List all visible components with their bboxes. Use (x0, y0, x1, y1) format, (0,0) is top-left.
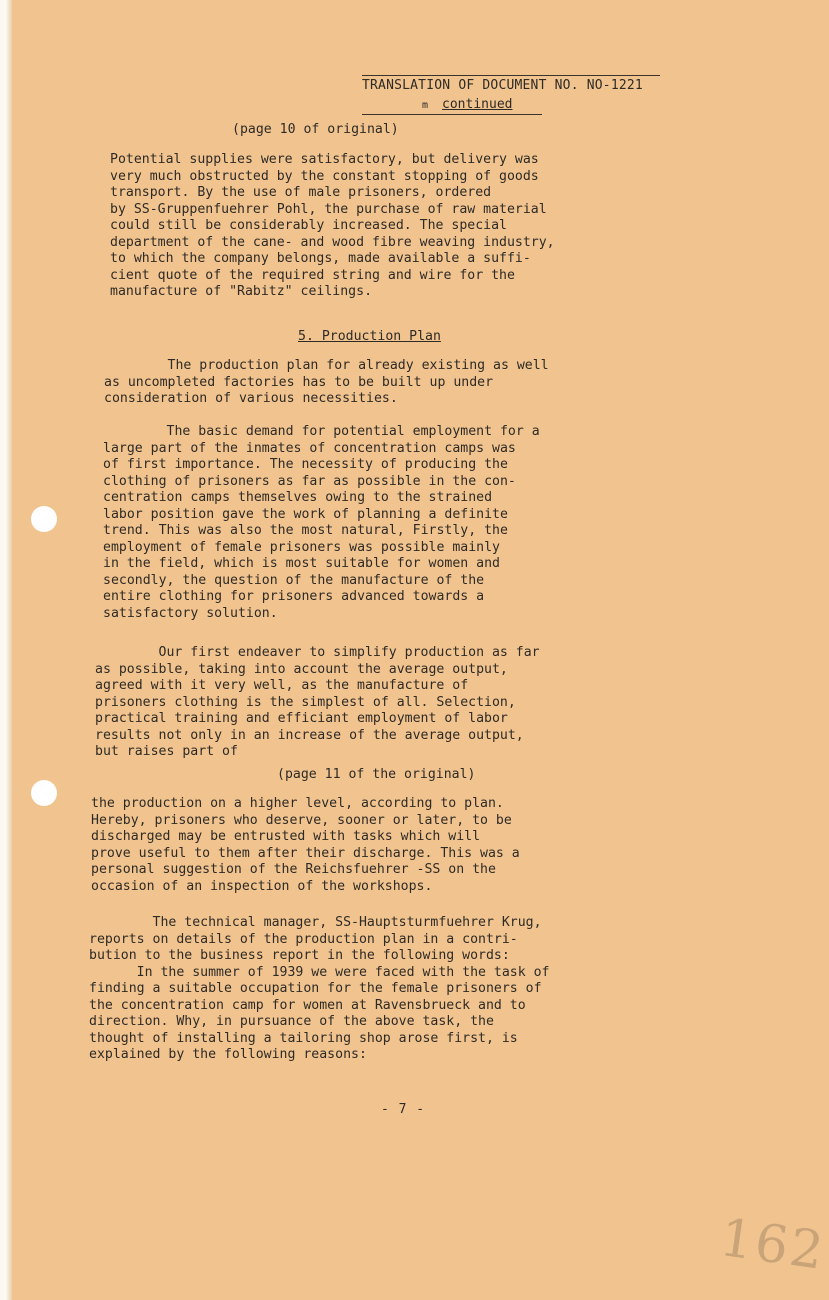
header-continued: continued (442, 97, 513, 112)
section-heading: 5. Production Plan (298, 329, 441, 344)
paragraph-first-endeaver: Our first endeaver to simplify production as far as possible, taking into account the average output, agreed with it very well, as the manufacture of prisoners clothing is the simplest of all. Selection, practical training and efficiant employment of labor results not only in an increase of the average output, but raises part of (95, 645, 540, 759)
punch-hole-top (31, 506, 57, 532)
paragraph-higher-level: the production on a higher level, according to plan. Hereby, prisoners who deserve, sooner or later, to be discharged may be entrusted with tasks which will prove useful to them after their discharge. This was a personal suggestion of the Reichsfuehrer -SS on the occasion of an inspection of the workshops. (91, 796, 520, 894)
punch-hole-bottom (31, 780, 57, 806)
page-number: - 7 - (381, 1102, 426, 1117)
handwritten-number: 162 (716, 1207, 829, 1283)
header-continued-row (362, 97, 660, 113)
header-title: TRANSLATION OF DOCUMENT NO. NO-1221 (362, 78, 643, 93)
header-mark: m (422, 100, 429, 111)
paragraph-basic-demand: The basic demand for potential employment for a large part of the inmates of concentration camps was of first importance. The necessity of producing the clothing of prisoners as far as possible in the con- centration camps themselves owing to the strained labor position gave the work of planning a definite trend. This was also the most natural, Firstly, the employment of female prisoners was possible mainly in the field, which is most suitable for women and secondly, the question of the manufacture of the entire clothing for prisoners advanced towards a satisfactory solution. (103, 424, 540, 621)
paragraph-technical-manager: The technical manager, SS-Hauptsturmfuehrer Krug, reports on details of the production plan in a contri- bution to the business report in the following words: In the summer of 1939 we were faced with the task of finding a suitable occupation for the female prisoners of the concentration camp for women at Ravensbrueck and to direction. Why, in pursuance of the above task, the thought of installing a tailoring shop arose first, is explained by the following reasons: (89, 915, 550, 1062)
page-left-edge (0, 0, 12, 1300)
page-reference-11: (page 11 of the original) (277, 767, 476, 782)
header-bottom-rule (362, 114, 542, 115)
paragraph-supplies: Potential supplies were satisfactory, but delivery was very much obstructed by the constant stopping of goods transport. By the use of male prisoners, ordered by SS-Gruppenfuehrer Pohl, the purchase of raw material could still be considerably increased. The special department of the cane- and wood fibre weaving industry, to which the company belongs, made available a suffi- cient quote of the required string and wire for the manufacture of "Rabitz" ceilings. (110, 152, 555, 299)
paragraph-production-plan: The production plan for already existing as well as uncompleted factories has to be built up under consideration of various necessities. (104, 358, 549, 406)
page-reference-10: (page 10 of original) (232, 122, 399, 137)
document-header (362, 75, 660, 115)
